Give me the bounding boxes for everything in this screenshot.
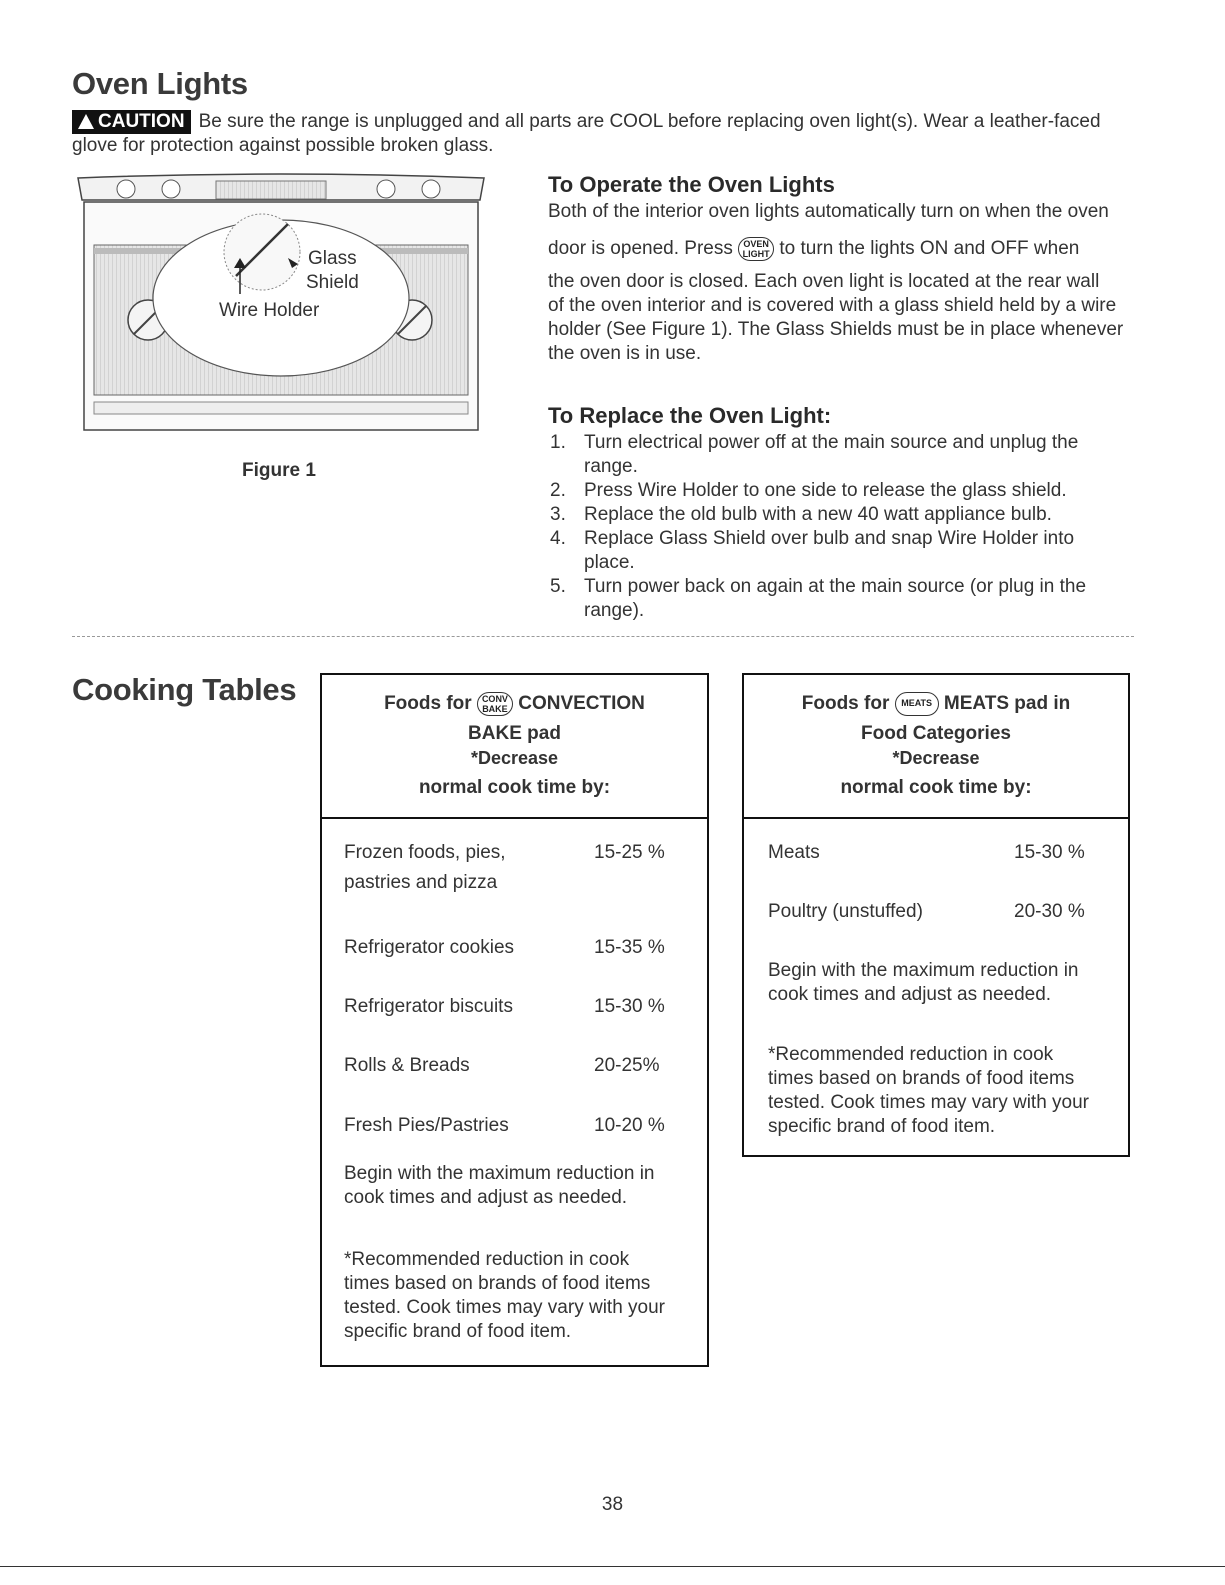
section-title-cooking-tables: Cooking Tables: [72, 672, 297, 707]
meats-header-line1: Foods for MEATS MEATS pad in: [801, 693, 1071, 714]
step-item: 3. Replace the old bulb with a new 40 watt appliance bulb.: [550, 504, 1052, 525]
warning-icon: [78, 114, 94, 129]
meats-table-body: [744, 819, 1128, 1139]
step-item: 2. Press Wire Holder to one side to release the glass shield.: [550, 480, 1067, 501]
operate-line-with-pad: [548, 235, 1148, 263]
page-number: 38: [601, 1494, 624, 1515]
table-row: Refrigerator cookies 15-35 %: [344, 937, 665, 958]
convection-table-body: [322, 819, 707, 1344]
meats-table: [742, 673, 1130, 1157]
oven-light-pad-icon: OVEN LIGHT: [738, 237, 774, 261]
meats-header-line3: *Decrease: [892, 748, 980, 768]
operate-line: the oven door is closed. Each oven light is located at the rear wall: [548, 271, 1100, 292]
table-row: Frozen foods, pies, pastries and pizza 15-25 %: [344, 842, 665, 893]
step-item: 1. Turn electrical power off at the main source and unplug the range.: [550, 432, 1079, 477]
bottom-rule: [0, 1566, 1225, 1567]
meats-header-line2: Food Categories: [861, 723, 1011, 744]
table-row: Refrigerator biscuits 15-30 %: [344, 996, 665, 1017]
figure-caption: Figure 1: [242, 460, 316, 481]
operate-line: the oven is in use.: [548, 343, 702, 364]
convection-note-begin: Begin with the maximum reduction in cook times and adjust as needed.: [344, 1163, 655, 1208]
caution-badge: [72, 110, 191, 134]
step-item: 5. Turn power back on again at the main source (or plug in the range).: [550, 576, 1087, 621]
table-row: Rolls & Breads 20-25%: [344, 1055, 660, 1076]
operate-paragraph: [548, 200, 1148, 366]
meats-pad-icon: MEATS: [895, 692, 939, 716]
convection-table-header: [322, 675, 707, 819]
caution-paragraph: [72, 110, 1152, 134]
conv-bake-pad-icon: CONV BAKE: [477, 692, 513, 716]
operate-text: to turn the lights ON and OFF when: [779, 238, 1080, 259]
caution-text: Be sure the range is unplugged and all parts are COOL before replacing oven light(s). Wear a leather-faced: [198, 111, 1101, 132]
callout-glass: Glass: [308, 248, 357, 269]
table-row: Meats 15-30 %: [768, 842, 1085, 863]
callout-shield: Shield: [306, 272, 359, 293]
table-row: Poultry (unstuffed) 20-30 %: [768, 901, 1085, 922]
meats-note-recommended: *Recommended reduction in cook times based on brands of food items tested. Cook times may vary with your specific brand of food item.: [768, 1044, 1089, 1137]
operate-line: holder (See Figure 1). The Glass Shields must be in place whenever: [548, 319, 1124, 340]
caution-label: CAUTION: [98, 111, 185, 132]
convection-header-line3: *Decrease: [470, 748, 559, 768]
section-title-oven-lights: Oven Lights: [72, 66, 248, 101]
convection-note-recommended: *Recommended reduction in cook times based on brands of food items tested. Cook times may vary with your specific brand of food item.: [344, 1249, 665, 1342]
oven-figure: [76, 170, 486, 432]
operate-line: of the oven interior and is covered with a glass shield held by a wire: [548, 295, 1117, 316]
meats-table-header: [744, 675, 1128, 819]
operate-text: door is opened. Press: [548, 238, 733, 259]
section-divider: [72, 636, 1134, 637]
meats-note-begin: Begin with the maximum reduction in cook times and adjust as needed.: [768, 960, 1079, 1005]
operate-line: Both of the interior oven lights automatically turn on when the oven: [548, 201, 1109, 222]
heading-replace: To Replace the Oven Light:: [548, 403, 832, 428]
meats-header-line4: normal cook time by:: [840, 777, 1032, 798]
convection-header-line1: Foods for CONV BAKE CONVECTION: [384, 693, 645, 714]
convection-bake-table: [320, 673, 709, 1367]
caution-text-line2: glove for protection against possible broken glass.: [72, 135, 494, 156]
replace-steps: [550, 431, 1150, 623]
heading-operate: To Operate the Oven Lights: [548, 172, 835, 197]
convection-header-line2: BAKE pad: [468, 723, 561, 744]
convection-header-line4: normal cook time by:: [418, 777, 611, 798]
step-item: 4. Replace Glass Shield over bulb and snap Wire Holder into place.: [550, 528, 1075, 573]
table-row: Fresh Pies/Pastries 10-20 %: [344, 1115, 665, 1136]
callout-wire-holder: Wire Holder: [219, 300, 320, 321]
